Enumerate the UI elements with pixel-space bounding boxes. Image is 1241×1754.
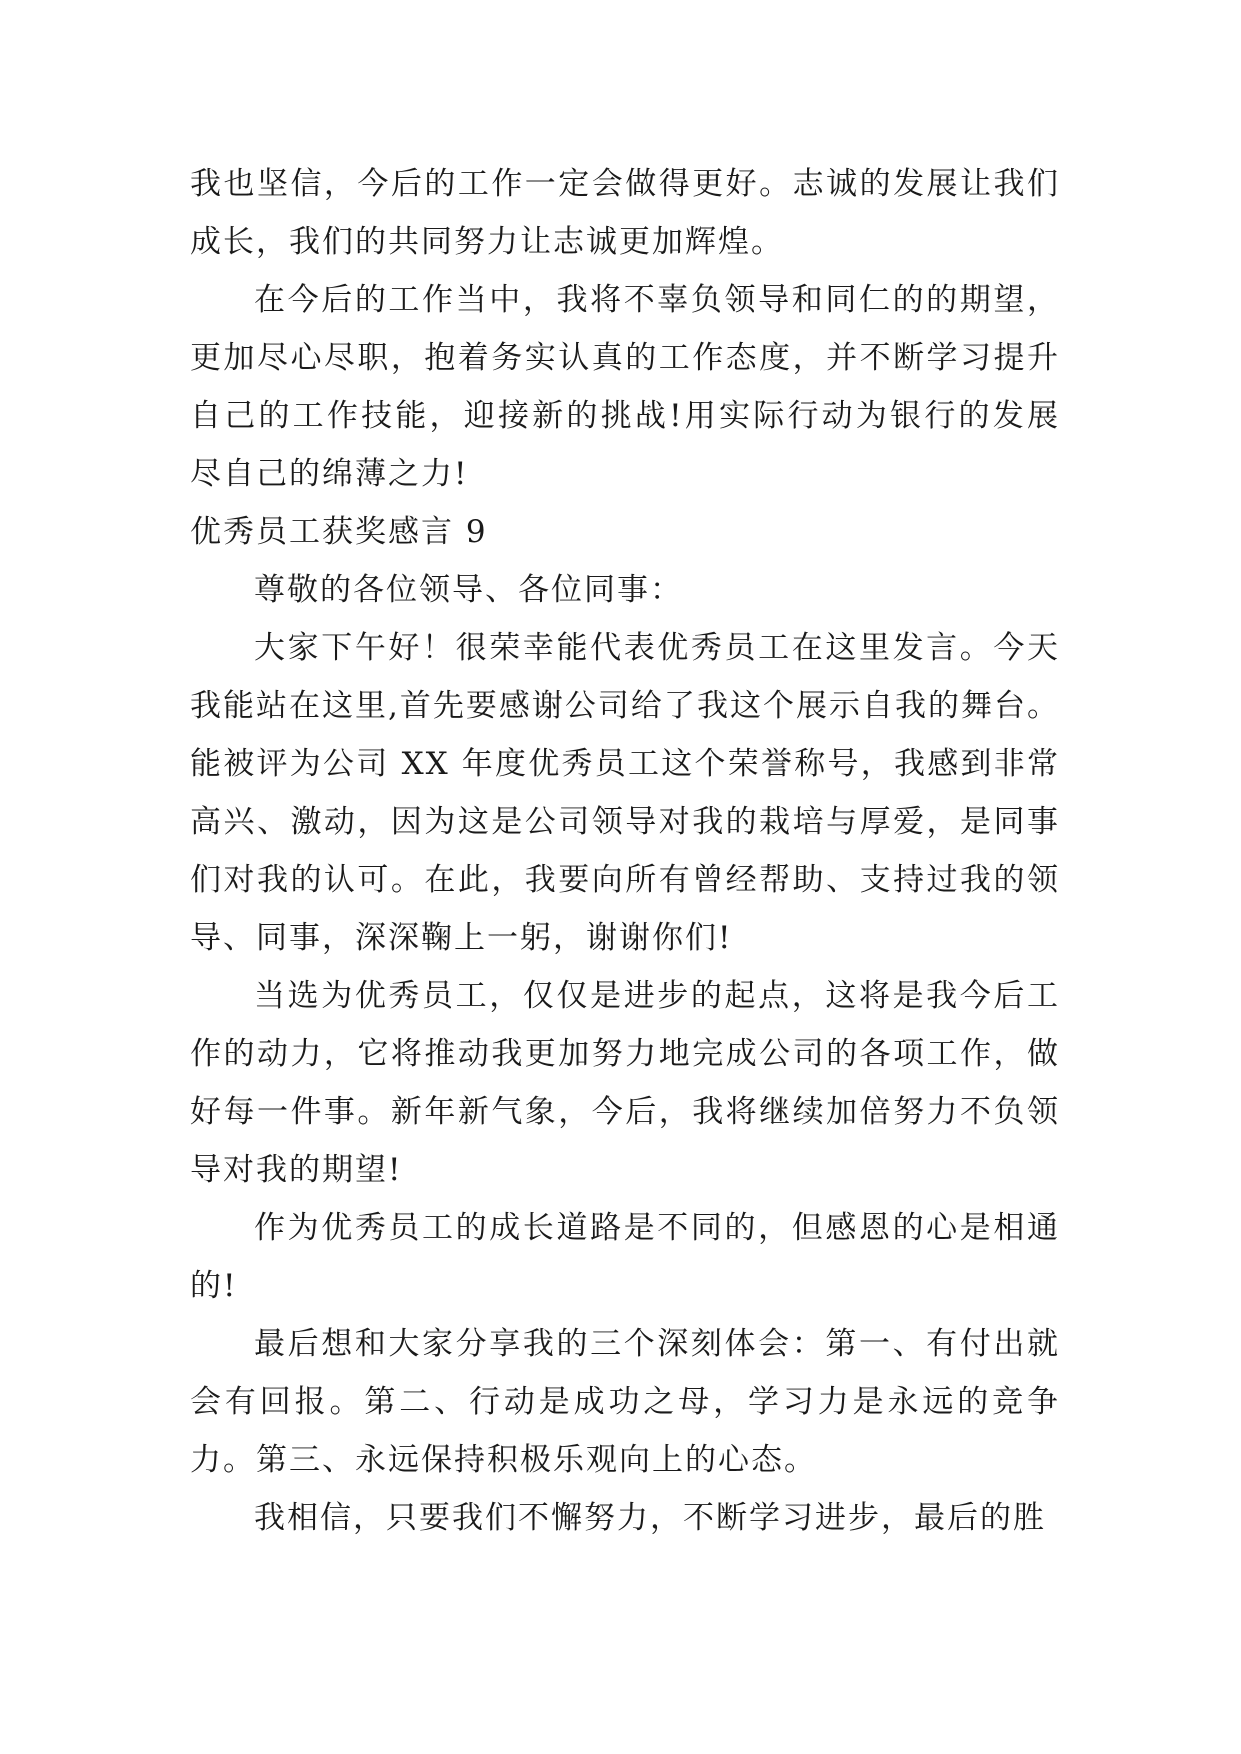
paragraph-salutation: 尊敬的各位领导、各位同事：: [254, 572, 683, 608]
paragraph-gratitude: 作为优秀员工的成长道路是不同的，但感恩的心是相通的!: [190, 1210, 1060, 1304]
paragraph-commitment: 在今后的工作当中，我将不辜负领导和同仁的的期望，更加尽心尽职，抱着务实认真的工作态度，并不断学习提升自己的工作技能，迎接新的挑战!用实际行动为银行的发展尽自己的绵薄之力!: [190, 282, 1060, 492]
paragraph-closing-partial: 我相信，只要我们不懈努力，不断学习进步，最后的胜: [254, 1500, 1046, 1536]
paragraph-starting-point: 当选为优秀员工，仅仅是进步的起点，这将是我今后工作的动力，它将推动我更加努力地完成公司的各项工作，做好每一件事。新年新气象，今后，我将继续加倍努力不负领导对我的期望!: [190, 978, 1060, 1188]
paragraph-greeting-thanks: 大家下午好！很荣幸能代表优秀员工在这里发言。今天我能站在这里,首先要感谢公司给了我这个展示自我的舞台。能被评为公司 XX 年度优秀员工这个荣誉称号，我感到非常高兴、激动，因为这是公司领导对我的栽培与厚爱，是同事们对我的认可。在此，我要向所有曾经帮助、支持过我的领导、同事，深深鞠上一躬，谢谢你们!: [190, 630, 1060, 956]
paragraph-continuation: 我也坚信，今后的工作一定会做得更好。志诚的发展让我们成长，我们的共同努力让志诚更加辉煌。: [190, 166, 1060, 260]
document-body: [190, 155, 1060, 1547]
paragraph-three-insights: 最后想和大家分享我的三个深刻体会：第一、有付出就会有回报。第二、行动是成功之母，学习力是永远的竞争力。第三、永远保持积极乐观向上的心态。: [190, 1326, 1060, 1478]
section-heading: 优秀员工获奖感言 9: [190, 514, 488, 550]
